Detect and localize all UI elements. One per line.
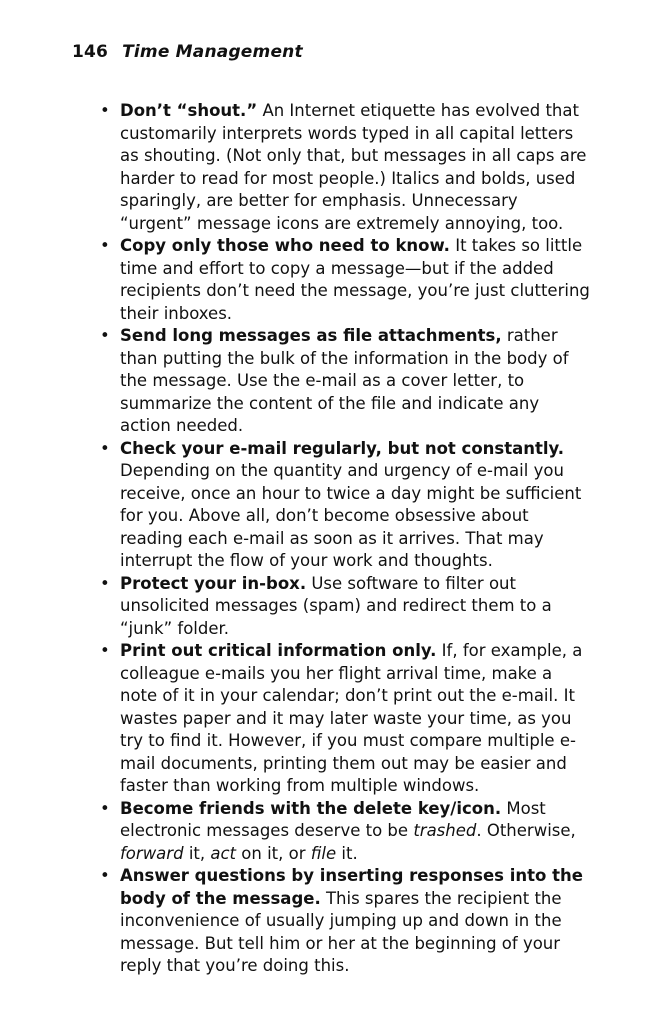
list-item (100, 640, 590, 798)
running-header (72, 42, 303, 62)
bullet-icon: • (100, 236, 110, 255)
list-item (100, 798, 590, 866)
bullet-icon: • (100, 573, 110, 593)
list-item (100, 438, 590, 573)
bullet-icon: • (100, 438, 110, 458)
item-lead: Send long messages as file attachments, (120, 326, 502, 345)
item-lead: Answer questions by inserting responses into the body of the message. (120, 866, 583, 908)
item-lead: Don’t “shout.” (120, 101, 258, 120)
emphasis-file: file (310, 843, 337, 863)
item-text: Depending on the quantity and urgency of e-mail you receive, once an hour to twice a day might be sufficient for you. Above all, don’t become obsessive about reading each e-mail as soon as it arrives. That may interrupt the flow of your work and thoughts. (120, 461, 582, 570)
bullet-list (100, 100, 590, 978)
item-text: . Otherwise, (476, 821, 576, 840)
item-lead: Copy only those who need to know. (120, 236, 450, 255)
item-text: on it, or (241, 843, 306, 863)
item-lead: Become friends with the delete key/icon. (120, 798, 502, 818)
running-title: Time Management (122, 42, 303, 62)
bullet-icon: • (100, 866, 110, 885)
item-text: It takes so little time and effort to copy a message—but if the added recipients don’t need the message, you’re just cluttering their inboxes. (120, 236, 590, 323)
item-text: If, for example, a colleague e-mails you her flight arrival time, make a note of it in your calendar; don’t print out the e-mail. It wastes paper and it may later waste your time, as you try to find it. However, if you must compare multiple e-mail documents, printing them out may be easier and faster than working from multiple windows. (120, 641, 583, 795)
item-text: An Internet etiquette has evolved that customarily interprets words typed in all capital letters as shouting. (Not only that, but messages in all caps are harder to read for most people.) Italics and bolds, used sparingly, are better for emphasis. Unnecessary “urgent” message icons are extremely annoying, too. (120, 101, 587, 233)
item-lead: Print out critical information only. (120, 641, 437, 660)
bullet-icon: • (100, 641, 110, 660)
list-item (100, 325, 590, 438)
item-text: it. (341, 843, 358, 863)
item-lead: Check your e-mail regularly, but not constantly. (120, 438, 565, 458)
list-item (100, 100, 590, 235)
list-item (100, 865, 590, 978)
emphasis-forward: forward (120, 843, 184, 863)
item-text: rather than putting the bulk of the information in the body of the message. Use the e-mail as a cover letter, to summarize the content of the file and indicate any action needed. (120, 326, 569, 435)
bullet-icon: • (100, 101, 110, 120)
bullet-icon: • (100, 326, 110, 345)
item-text: Use software to filter out unsolicited messages (spam) and redirect them to a “junk” folder. (120, 573, 552, 638)
emphasis-trashed: trashed (413, 821, 477, 840)
emphasis-act: act (210, 843, 237, 863)
item-text: This spares the recipient the inconvenience of usually jumping up and down in the message. But tell him or her at the beginning of your reply that you’re doing this. (120, 888, 562, 975)
page-number: 146 (72, 42, 109, 62)
list-item (100, 573, 590, 641)
bullet-icon: • (100, 798, 110, 818)
list-item (100, 235, 590, 325)
item-text: it, (188, 843, 206, 863)
item-lead: Protect your in-box. (120, 573, 307, 593)
item-text: Most electronic messages deserve to be (120, 798, 546, 840)
